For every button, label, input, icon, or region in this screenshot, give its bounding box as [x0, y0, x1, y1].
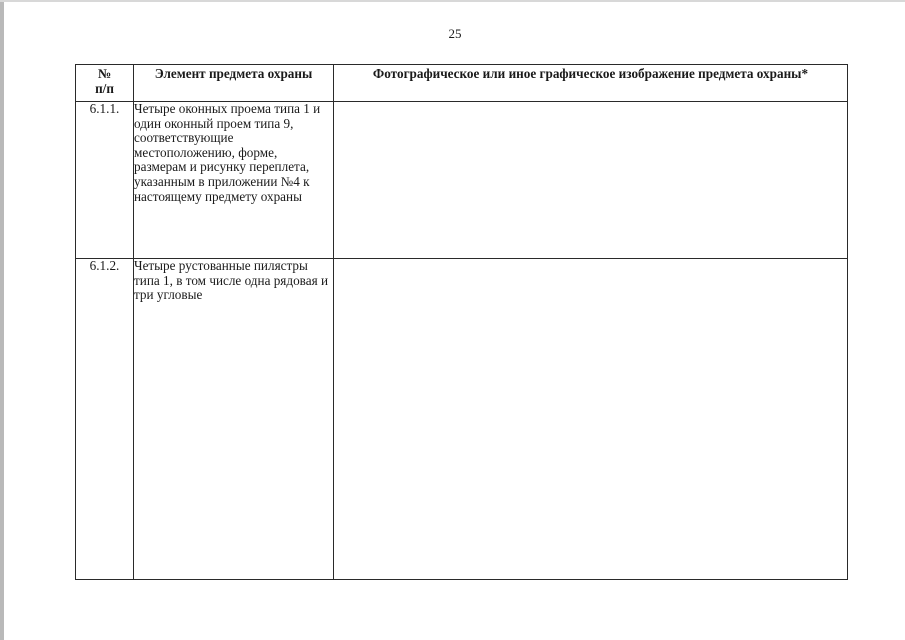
header-image: Фотографическое или иное графическое изображение предмета охраны* — [334, 65, 848, 102]
table-row — [76, 102, 848, 259]
header-number — [76, 65, 134, 102]
header-number-line1: № — [97, 66, 112, 81]
protection-items-table — [75, 64, 848, 580]
page-top-edge — [0, 0, 905, 2]
row-number: 6.1.1. — [76, 102, 134, 259]
table-header-row — [76, 65, 848, 102]
page-left-edge — [0, 0, 4, 640]
row-element: Четыре оконных проема типа 1 и один оконный проем типа 9, соответствующие местоположению, форме, размерам и рисунку переплета, указанным в приложении №4 к настоящему предмету охраны — [134, 102, 334, 259]
table-row — [76, 259, 848, 580]
header-number-line2: п/п — [95, 80, 114, 96]
page-number: 25 — [448, 26, 462, 41]
row-image-cell — [334, 102, 848, 259]
header-element: Элемент предмета охраны — [134, 65, 334, 102]
row-element: Четыре рустованные пилястры типа 1, в том числе одна рядовая и три угловые — [134, 259, 334, 580]
row-number: 6.1.2. — [76, 259, 134, 580]
row-image-cell — [334, 259, 848, 580]
